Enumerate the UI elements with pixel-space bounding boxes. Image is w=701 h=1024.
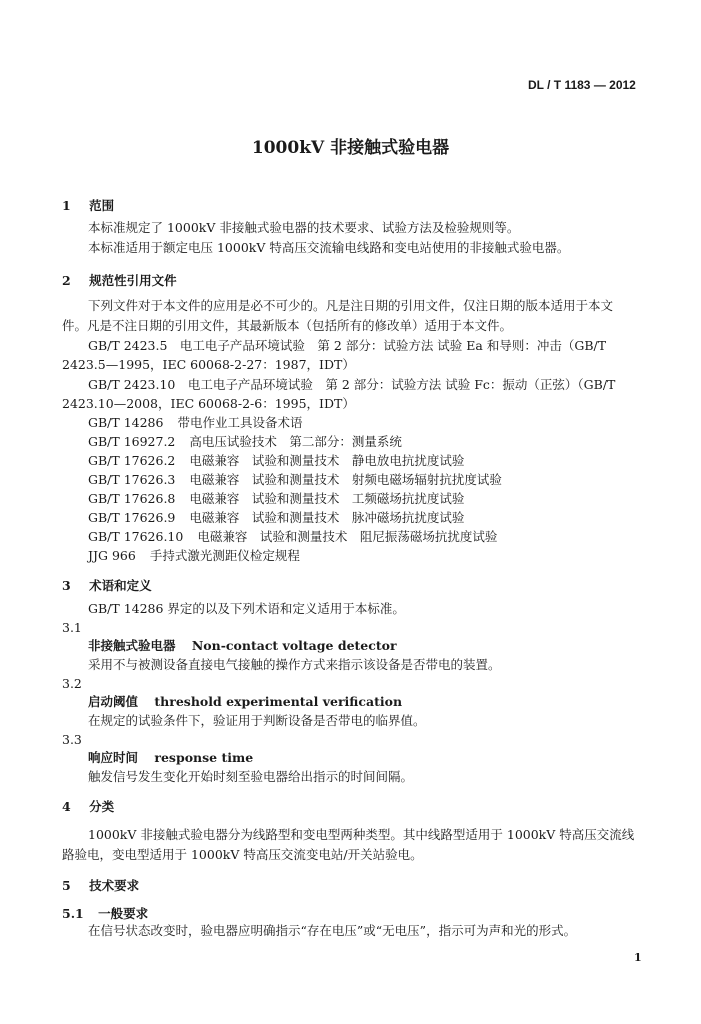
reference-code: GB/T 16927.2 <box>88 434 176 449</box>
reference-line: 2423.10—2008，IEC 60068-2-6：1995，IDT） <box>62 396 355 411</box>
section-4-heading <box>62 797 114 815</box>
reference-title: 手持式激光测距仪检定规程 <box>149 548 300 563</box>
section-5-heading <box>62 876 139 894</box>
reference-line: 2423.5—1995，IEC 60068-2-27：1987，IDT） <box>62 357 355 372</box>
page-number: 1 <box>634 951 642 964</box>
term-definition: 触发信号发生变化开始时刻至验电器给出指示的时间间隔。 <box>88 769 414 784</box>
reference-item <box>88 452 464 470</box>
reference-code: GB/T 17626.9 <box>88 510 176 525</box>
section-number: 5 <box>62 878 71 893</box>
section-2-heading <box>62 271 177 289</box>
term-en: Non-contact voltage detector <box>191 638 397 653</box>
term-zh: 响应时间 <box>88 750 139 765</box>
reference-item <box>88 433 402 451</box>
subsection-title: 一般要求 <box>98 906 149 921</box>
reference-code: GB/T 17626.3 <box>88 472 176 487</box>
section-number: 4 <box>62 799 71 814</box>
reference-item <box>88 528 497 546</box>
section-title: 范围 <box>89 198 115 213</box>
section-title: 分类 <box>89 799 115 814</box>
term-number: 3.1 <box>62 620 82 635</box>
section-1-heading <box>62 196 114 214</box>
paragraph: 本标准规定了 1000kV 非接触式验电器的技术要求、试验方法及检验规则等。 <box>88 220 520 235</box>
paragraph: 路验电，变电型适用于 1000kV 特高压交流变电站/开关站验电。 <box>62 847 423 862</box>
reference-code: JJG 966 <box>88 548 136 563</box>
standard-number: DL / T 1183 — 2012 <box>528 78 636 92</box>
term-zh: 启动阈值 <box>88 694 139 709</box>
reference-item <box>88 490 464 508</box>
paragraph: 1000kV 非接触式验电器分为线路型和变电型两种类型。其中线路型适用于 1000kV 特高压交流线 <box>88 827 635 842</box>
reference-code: GB/T 17626.8 <box>88 491 176 506</box>
term-en: threshold experimental verification <box>154 694 403 709</box>
reference-title: 电磁兼容 试验和测量技术 静电放电抗扰度试验 <box>189 453 465 468</box>
reference-title: 电磁兼容 试验和测量技术 脉冲磁场抗扰度试验 <box>189 510 465 525</box>
section-number: 1 <box>62 198 71 213</box>
subsection-number: 5.1 <box>62 906 84 921</box>
section-number: 2 <box>62 273 71 288</box>
reference-item <box>88 414 302 432</box>
reference-item <box>88 471 502 489</box>
section-title: 规范性引用文件 <box>89 273 177 288</box>
reference-title: 高电压试验技术 第二部分：测量系统 <box>189 434 402 449</box>
term-zh: 非接触式验电器 <box>88 638 176 653</box>
reference-line: GB/T 2423.5 电工电子产品环境试验 第 2 部分：试验方法 试验 Ea 和导则：冲击（GB/T <box>88 338 607 353</box>
paragraph: 件。凡是不注日期的引用文件，其最新版本（包括所有的修改单）适用于本文件。 <box>62 318 513 333</box>
document-title: 1000kV 非接触式验电器 <box>251 138 450 158</box>
term-heading <box>88 749 253 767</box>
reference-title: 电磁兼容 试验和测量技术 工频磁场抗扰度试验 <box>189 491 465 506</box>
reference-line: GB/T 2423.10 电工电子产品环境试验 第 2 部分：试验方法 试验 Fc：振动（正弦）（GB/T <box>88 377 616 392</box>
term-heading <box>88 637 397 655</box>
reference-code: GB/T 14286 <box>88 415 164 430</box>
term-definition: 采用不与被测设备直接电气接触的操作方式来指示该设备是否带电的装置。 <box>88 657 501 672</box>
reference-item <box>88 547 300 565</box>
reference-title: 电磁兼容 试验和测量技术 阻尼振荡磁场抗扰度试验 <box>197 529 498 544</box>
subsection-heading <box>62 904 148 922</box>
section-title: 术语和定义 <box>89 578 152 593</box>
paragraph: 下列文件对于本文件的应用是必不可少的。凡是注日期的引用文件，仅注日期的版本适用于本文 <box>88 298 614 313</box>
term-heading <box>88 693 402 711</box>
paragraph: GB/T 14286 界定的以及下列术语和定义适用于本标准。 <box>88 601 405 616</box>
reference-item <box>88 509 464 527</box>
reference-title: 电磁兼容 试验和测量技术 射频电磁场辐射抗扰度试验 <box>189 472 502 487</box>
term-definition: 在规定的试验条件下，验证用于判断设备是否带电的临界值。 <box>88 713 426 728</box>
reference-code: GB/T 17626.10 <box>88 529 184 544</box>
section-number: 3 <box>62 578 71 593</box>
paragraph: 本标准适用于额定电压 1000kV 特高压交流输电线路和变电站使用的非接触式验电器。 <box>88 240 570 255</box>
term-en: response time <box>154 750 254 765</box>
reference-code: GB/T 17626.2 <box>88 453 176 468</box>
term-number: 3.3 <box>62 732 82 747</box>
paragraph: 在信号状态改变时，验电器应明确指示“存在电压”或“无电压”，指示可为声和光的形式。 <box>88 923 577 938</box>
section-3-heading <box>62 576 152 594</box>
reference-title: 带电作业工具设备术语 <box>177 415 303 430</box>
section-title: 技术要求 <box>89 878 140 893</box>
term-number: 3.2 <box>62 676 82 691</box>
